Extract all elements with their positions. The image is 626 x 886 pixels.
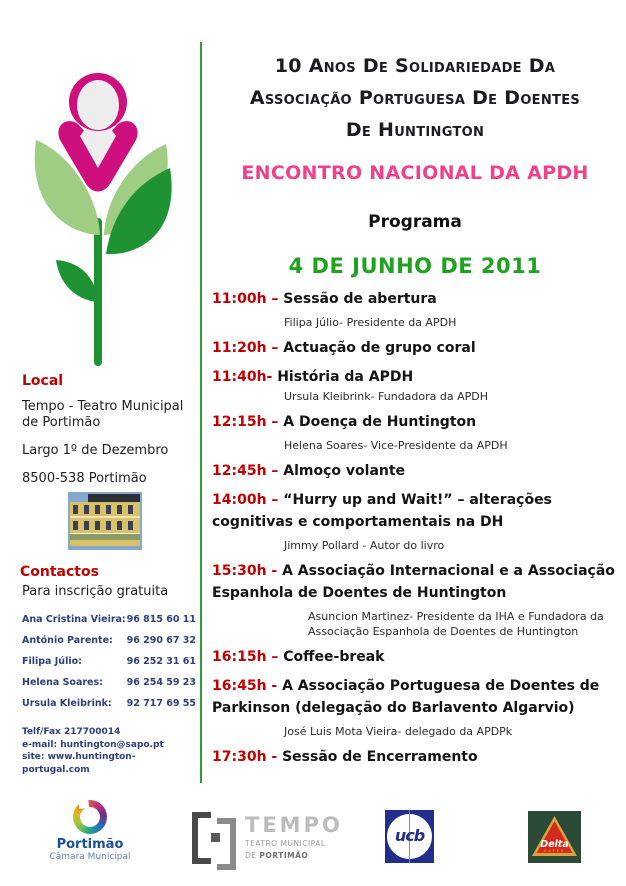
item-time: 14:00h –: [212, 492, 279, 508]
portimao-spiral-icon: [67, 794, 112, 839]
photo-facade: [70, 502, 140, 546]
photo-base: [70, 533, 140, 540]
delta-wordmark: Delta: [540, 839, 569, 850]
item-time: 11:20h –: [212, 340, 279, 356]
schedule-item: [212, 281, 620, 330]
item-time: 11:40h-: [212, 369, 273, 385]
contact-phone: 96 252 31 61: [126, 656, 196, 667]
schedule-item: [212, 639, 620, 668]
contacts-subheading: Para inscrição gratuita: [22, 584, 169, 599]
contact-phone: 92 717 69 55: [126, 698, 196, 709]
contact-name: Ursula Kleibrink:: [22, 698, 112, 709]
contact-row: [20, 630, 196, 651]
contact-phone: 96 254 59 23: [126, 677, 196, 688]
item-title: A Associação Internacional e a Associação Espanhola de Doentes de Huntington: [212, 563, 615, 601]
item-time: 15:30h -: [212, 563, 278, 579]
item-speaker: Ursula Kleibrink- Fundadora da APDH: [284, 390, 489, 403]
item-time: 11:00h –: [212, 291, 279, 307]
contact-phone: 96 815 60 11: [126, 614, 196, 625]
title-line-2: Associação Portuguesa De Doentes: [249, 87, 581, 109]
venue-name: Tempo - Teatro Municipal de Portimão: [22, 399, 184, 430]
event-date: 4 DE JUNHO DE 2011: [288, 254, 542, 278]
tempo-sub1: TEATRO MUNICIPAL: [245, 839, 326, 848]
contact-phone: 96 290 67 32: [126, 635, 196, 646]
tempo-logo: [192, 812, 343, 864]
contacts-heading: Contactos: [20, 564, 99, 580]
apdh-flower-logo: [28, 48, 178, 370]
contact-name: António Parente:: [22, 635, 113, 646]
contact-row: [20, 651, 196, 672]
schedule-item: [212, 739, 620, 768]
item-title: A Associação Portuguesa de Doentes de Parkinson (delegação do Barlavento Algarvio): [212, 678, 600, 716]
contact-name: Filipa Júlio:: [22, 656, 82, 667]
association-contact-block: [20, 726, 196, 776]
item-title: História da APDH: [277, 369, 414, 385]
item-title: Sessão de abertura: [283, 291, 437, 307]
sidebar-contacts: [20, 563, 196, 776]
item-speaker: Helena Soares- Vice-Presidente da APDH: [284, 439, 508, 452]
item-speaker: José Luis Mota Vieira- delegado da APDPk: [284, 725, 513, 738]
item-title: Actuação de grupo coral: [283, 340, 476, 356]
schedule-item: [212, 330, 620, 359]
title-line-3: De Huntington: [345, 119, 485, 141]
contact-list: [20, 609, 196, 714]
item-time: 12:15h –: [212, 414, 279, 430]
schedule-item: [212, 553, 620, 639]
schedule-item: [212, 668, 620, 739]
program-label: Programa: [368, 212, 462, 232]
venue-street: Largo 1º de Dezembro: [22, 443, 169, 458]
tempo-sub2-bold: PORTIMÃO: [259, 851, 309, 860]
tempo-sub2-prefix: DE: [245, 851, 257, 860]
local-heading: Local: [22, 373, 64, 389]
site-line: site: www.huntington-portugal.com: [22, 752, 136, 775]
item-time: 17:30h -: [212, 749, 278, 765]
portimao-subtitle: Câmara Municipal: [49, 852, 131, 862]
item-title: Almoço volante: [283, 463, 406, 479]
bracket-right-icon: [217, 818, 236, 870]
flower-icon: [28, 48, 178, 370]
item-time: 16:45h -: [212, 678, 278, 694]
item-time: 12:45h –: [212, 463, 279, 479]
item-title: Coffee-break: [283, 649, 385, 665]
photo-cornice: [70, 516, 140, 518]
contact-row: [20, 672, 196, 693]
email-line: e-mail: huntington@sapo.pt: [22, 739, 164, 750]
venue-photo: [68, 492, 142, 550]
schedule: [212, 281, 620, 768]
photo-windows-row: [73, 505, 137, 514]
contact-row: [20, 693, 196, 714]
header: [205, 50, 625, 278]
event-subtitle: ENCONTRO NACIONAL DA APDH: [241, 162, 589, 184]
venue-postcode: 8500-538 Portimão: [22, 471, 147, 486]
sidebar-local: [22, 372, 192, 487]
delta-triangle-icon: [528, 811, 581, 863]
telf-fax-line: Telf/Fax 217700014: [22, 727, 121, 737]
item-time: 16:15h –: [212, 649, 279, 665]
vertical-divider: [200, 42, 202, 783]
delta-cafes-label: CAFÉS: [543, 849, 566, 853]
tempo-text: [245, 812, 343, 860]
tempo-brackets-icon: [192, 812, 236, 864]
item-speaker: Associação Espanhola de Doentes de Huntington: [308, 625, 579, 638]
schedule-item: [212, 453, 620, 482]
portimao-logo: [42, 800, 138, 863]
item-title: Sessão de Encerramento: [282, 749, 478, 765]
ucb-logo: [385, 810, 434, 863]
bracket-left-icon: [192, 812, 211, 864]
tempo-name: TEMPO: [245, 813, 343, 837]
schedule-item: [212, 404, 620, 453]
ucb-wordmark: ucb: [394, 826, 425, 845]
item-speaker: Asuncion Martinez- Presidente da IHA e Fundadora da: [308, 610, 604, 623]
contact-name: Helena Soares:: [22, 677, 103, 688]
item-title: “Hurry up and Wait!” – alterações cognitivas e comportamentais na DH: [212, 492, 552, 530]
item-title: A Doença de Huntington: [283, 414, 477, 430]
tempo-sub2: [245, 851, 343, 860]
schedule-item: [212, 359, 620, 404]
photo-windows-row: [73, 521, 137, 530]
item-speaker: Filipa Júlio- Presidente da APDH: [284, 316, 457, 329]
contact-name: Ana Cristina Vieira:: [22, 614, 126, 625]
delta-logo: [528, 811, 581, 863]
title-line-1: 10 Anos De Solidariedade Da: [274, 55, 556, 77]
portimao-name: Portimão: [56, 837, 124, 852]
schedule-item: [212, 482, 620, 553]
bracket-dot-icon: [211, 833, 220, 842]
item-speaker: Jimmy Pollard - Autor do livro: [284, 539, 445, 552]
contact-row: [20, 609, 196, 630]
